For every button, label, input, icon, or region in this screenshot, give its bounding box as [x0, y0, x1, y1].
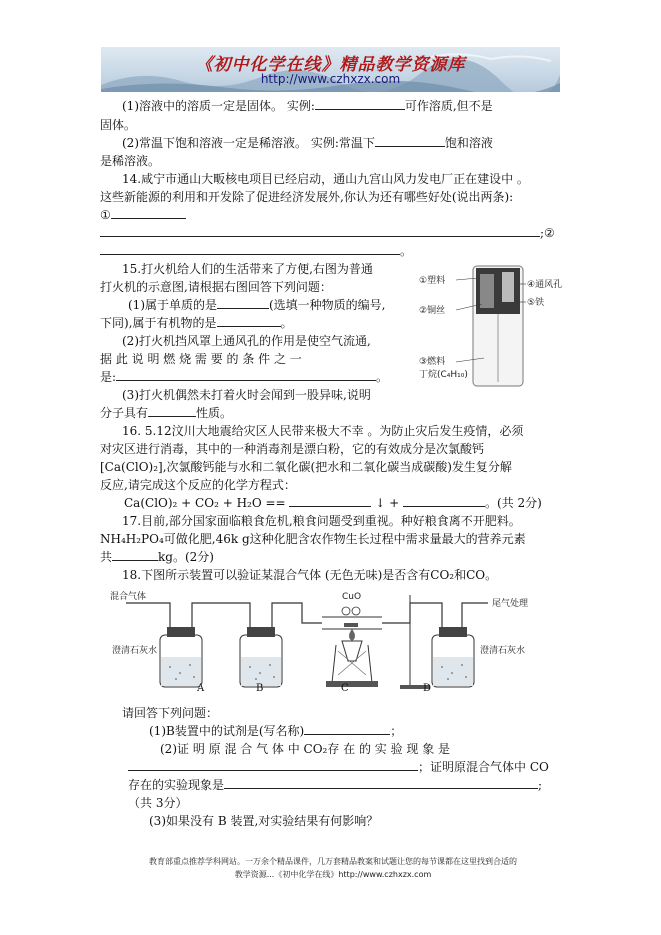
apparatus-label-d: D: [423, 683, 432, 694]
q14-blank2[interactable]: [100, 242, 400, 255]
q18-sub2-line2: ；证明原混合气体中 CO: [128, 758, 549, 775]
lighter-label-plastic: ①塑料: [419, 276, 446, 286]
lighter-figure: [418, 262, 563, 392]
q13-blank2[interactable]: [375, 134, 445, 147]
q15-blank3[interactable]: [116, 368, 376, 381]
lighter-label-butane: 丁烷(C₄H₁₀): [419, 370, 468, 380]
q14-answer2-cont: 。: [100, 242, 412, 259]
lighter-label-copper: ②铜丝: [419, 306, 446, 316]
q18-blank3[interactable]: [224, 776, 538, 789]
lighter-windscreen: [502, 272, 514, 302]
q14-line2: 这些新能源的利用和开发除了促进经济发展外,你认为还有哪些好处(说出两条):: [100, 190, 514, 204]
q18-ask: 请回答下列问题：: [122, 706, 219, 720]
q15-line7: 是: 。: [100, 370, 389, 384]
banner-title: 《初中化学在线》精品教学资源库: [195, 55, 466, 75]
q18-sub3: (3)如果没有 B 装置,对实验结果有何影响？: [149, 814, 379, 828]
q16-line4: 反应,请完成这个反应的化学方程式：: [100, 478, 296, 492]
q17-line1: 17.目前,部分国家面临粮食危机,粮食问题受到重视。种好粮食离不开肥料。: [122, 514, 521, 528]
q13-part1-cont: 固体。: [100, 118, 137, 132]
q15-line8: (3)打火机偶然未打着火时会闻到一股异味,说明: [122, 388, 371, 402]
apparatus-label-b: B: [256, 683, 264, 694]
q15-blank2[interactable]: [217, 314, 281, 327]
q15-blank1[interactable]: [217, 296, 269, 309]
q14-answer1: ①: [100, 206, 186, 222]
q16-line2: 对灾区进行消毒，其中的一种消毒剂是漂白粉，它的有效成分是次氯酸钙: [100, 442, 485, 456]
bottle-d: [432, 627, 474, 687]
label-gas-in: 混合气体: [110, 592, 147, 602]
q16-blank2[interactable]: [403, 494, 485, 507]
q15-line4: 下同),属于有机物的是 。: [100, 316, 293, 330]
q14-blank1-cont[interactable]: [100, 224, 540, 237]
lighter-label-iron: ⑤铁: [527, 298, 545, 308]
q18-sub1: (1)B装置中的试剂是(写名称) ；: [149, 724, 403, 738]
q18-line1: 18.下图所示装置可以验证某混合气体 (无色无味)是否含有CO₂和CO。: [122, 568, 498, 582]
q14-answer1-cont: ;②: [100, 224, 555, 240]
q16-equation: Ca(ClO)₂ + CO₂ + H₂O == ↓ + 。(共 2分): [124, 496, 542, 510]
footer-line1: 教育部重点推荐学科网站。一万余个精品课件，几万套精品教案和试题让您的每节课都在这里找到合适的: [149, 857, 517, 866]
q14-blank1[interactable]: [111, 206, 186, 219]
q18-blank2[interactable]: [128, 758, 418, 771]
q15-line6: 据 此 说 明 燃 烧 需 要 的 条 件 之 一: [100, 352, 302, 366]
q15-line9: 分子具有 性质。: [100, 406, 233, 420]
bottle-a: [160, 627, 202, 687]
banner-url[interactable]: http://www.czhxzx.com: [260, 72, 401, 86]
q18-score: （共 3分）: [128, 796, 188, 810]
lighter-label-vent: ④通风孔: [527, 280, 563, 290]
header-banner: [101, 47, 560, 92]
q15-line3: (1)属于单质的是 (选填一种物质的编号,: [128, 298, 386, 312]
q16-line1: 16. 5.12汶川大地震给灾区人民带来极大不幸 。为防止灾后发生疫情，必须: [122, 424, 524, 438]
q17-blank[interactable]: [112, 548, 158, 561]
q18-blank1[interactable]: [304, 722, 390, 735]
q15-blank4[interactable]: [148, 404, 196, 417]
apparatus-figure: [110, 585, 530, 695]
lighter-wheel: [480, 274, 494, 308]
q15-line5: (2)打火机挡风罩上通风孔的作用是使空气流通,: [122, 334, 371, 348]
q17-line2: NH₄H₂PO₄可做化肥,46k g这种化肥含农作物生长过程中需求量最大的营养元素: [100, 532, 526, 546]
q16-blank1[interactable]: [289, 494, 371, 507]
q18-sub2-line3: 存在的实验现象是 ;: [128, 778, 543, 792]
label-limewater-left: 澄清石灰水: [112, 646, 158, 656]
q18-sub2: (2)证 明 原 混 合 气 体 中 CO₂存 在 的 实 验 现 象 是: [160, 742, 451, 756]
apparatus-label-a: A: [197, 683, 205, 694]
footer-line2: 教学资源...《初中化学在线》http://www.czhxzx.com: [234, 870, 432, 879]
label-cuo: CuO: [342, 592, 362, 602]
q16-line3: [Ca(ClO)₂],次氯酸钙能与水和二氧化碳(把水和二氧化碳当成碳酸)发生复分解: [100, 460, 512, 474]
label-limewater-right: 澄清石灰水: [480, 646, 526, 656]
q17-line3: 共 kg。(2分): [100, 550, 214, 564]
apparatus-label-c: C: [341, 683, 349, 694]
q13-part2: (2)常温下饱和溶液一定是稀溶液。 实例:常温下 饱和溶液: [122, 136, 493, 150]
q13-part1: (1)溶液中的溶质一定是固体。 实例: 可作溶质,但不是: [122, 99, 493, 113]
apparatus-c: [322, 595, 430, 689]
label-tail-gas: 尾气处理: [492, 599, 529, 609]
q15-line1: 15.打火机给人们的生活带来了方便,右图为普通: [122, 262, 373, 276]
q15-line2: 打火机的示意图,请根据右图回答下列问题：: [100, 280, 332, 294]
bottle-b: [240, 627, 282, 687]
q13-blank1[interactable]: [315, 97, 405, 110]
lighter-label-fuel: ③燃料: [419, 357, 446, 367]
q13-part2-cont: 是稀溶液。: [100, 154, 161, 168]
q14-line1: 14.咸宁市通山大畈核电项目已经启动，通山九宫山风力发电厂正在建设中 。: [122, 172, 529, 186]
